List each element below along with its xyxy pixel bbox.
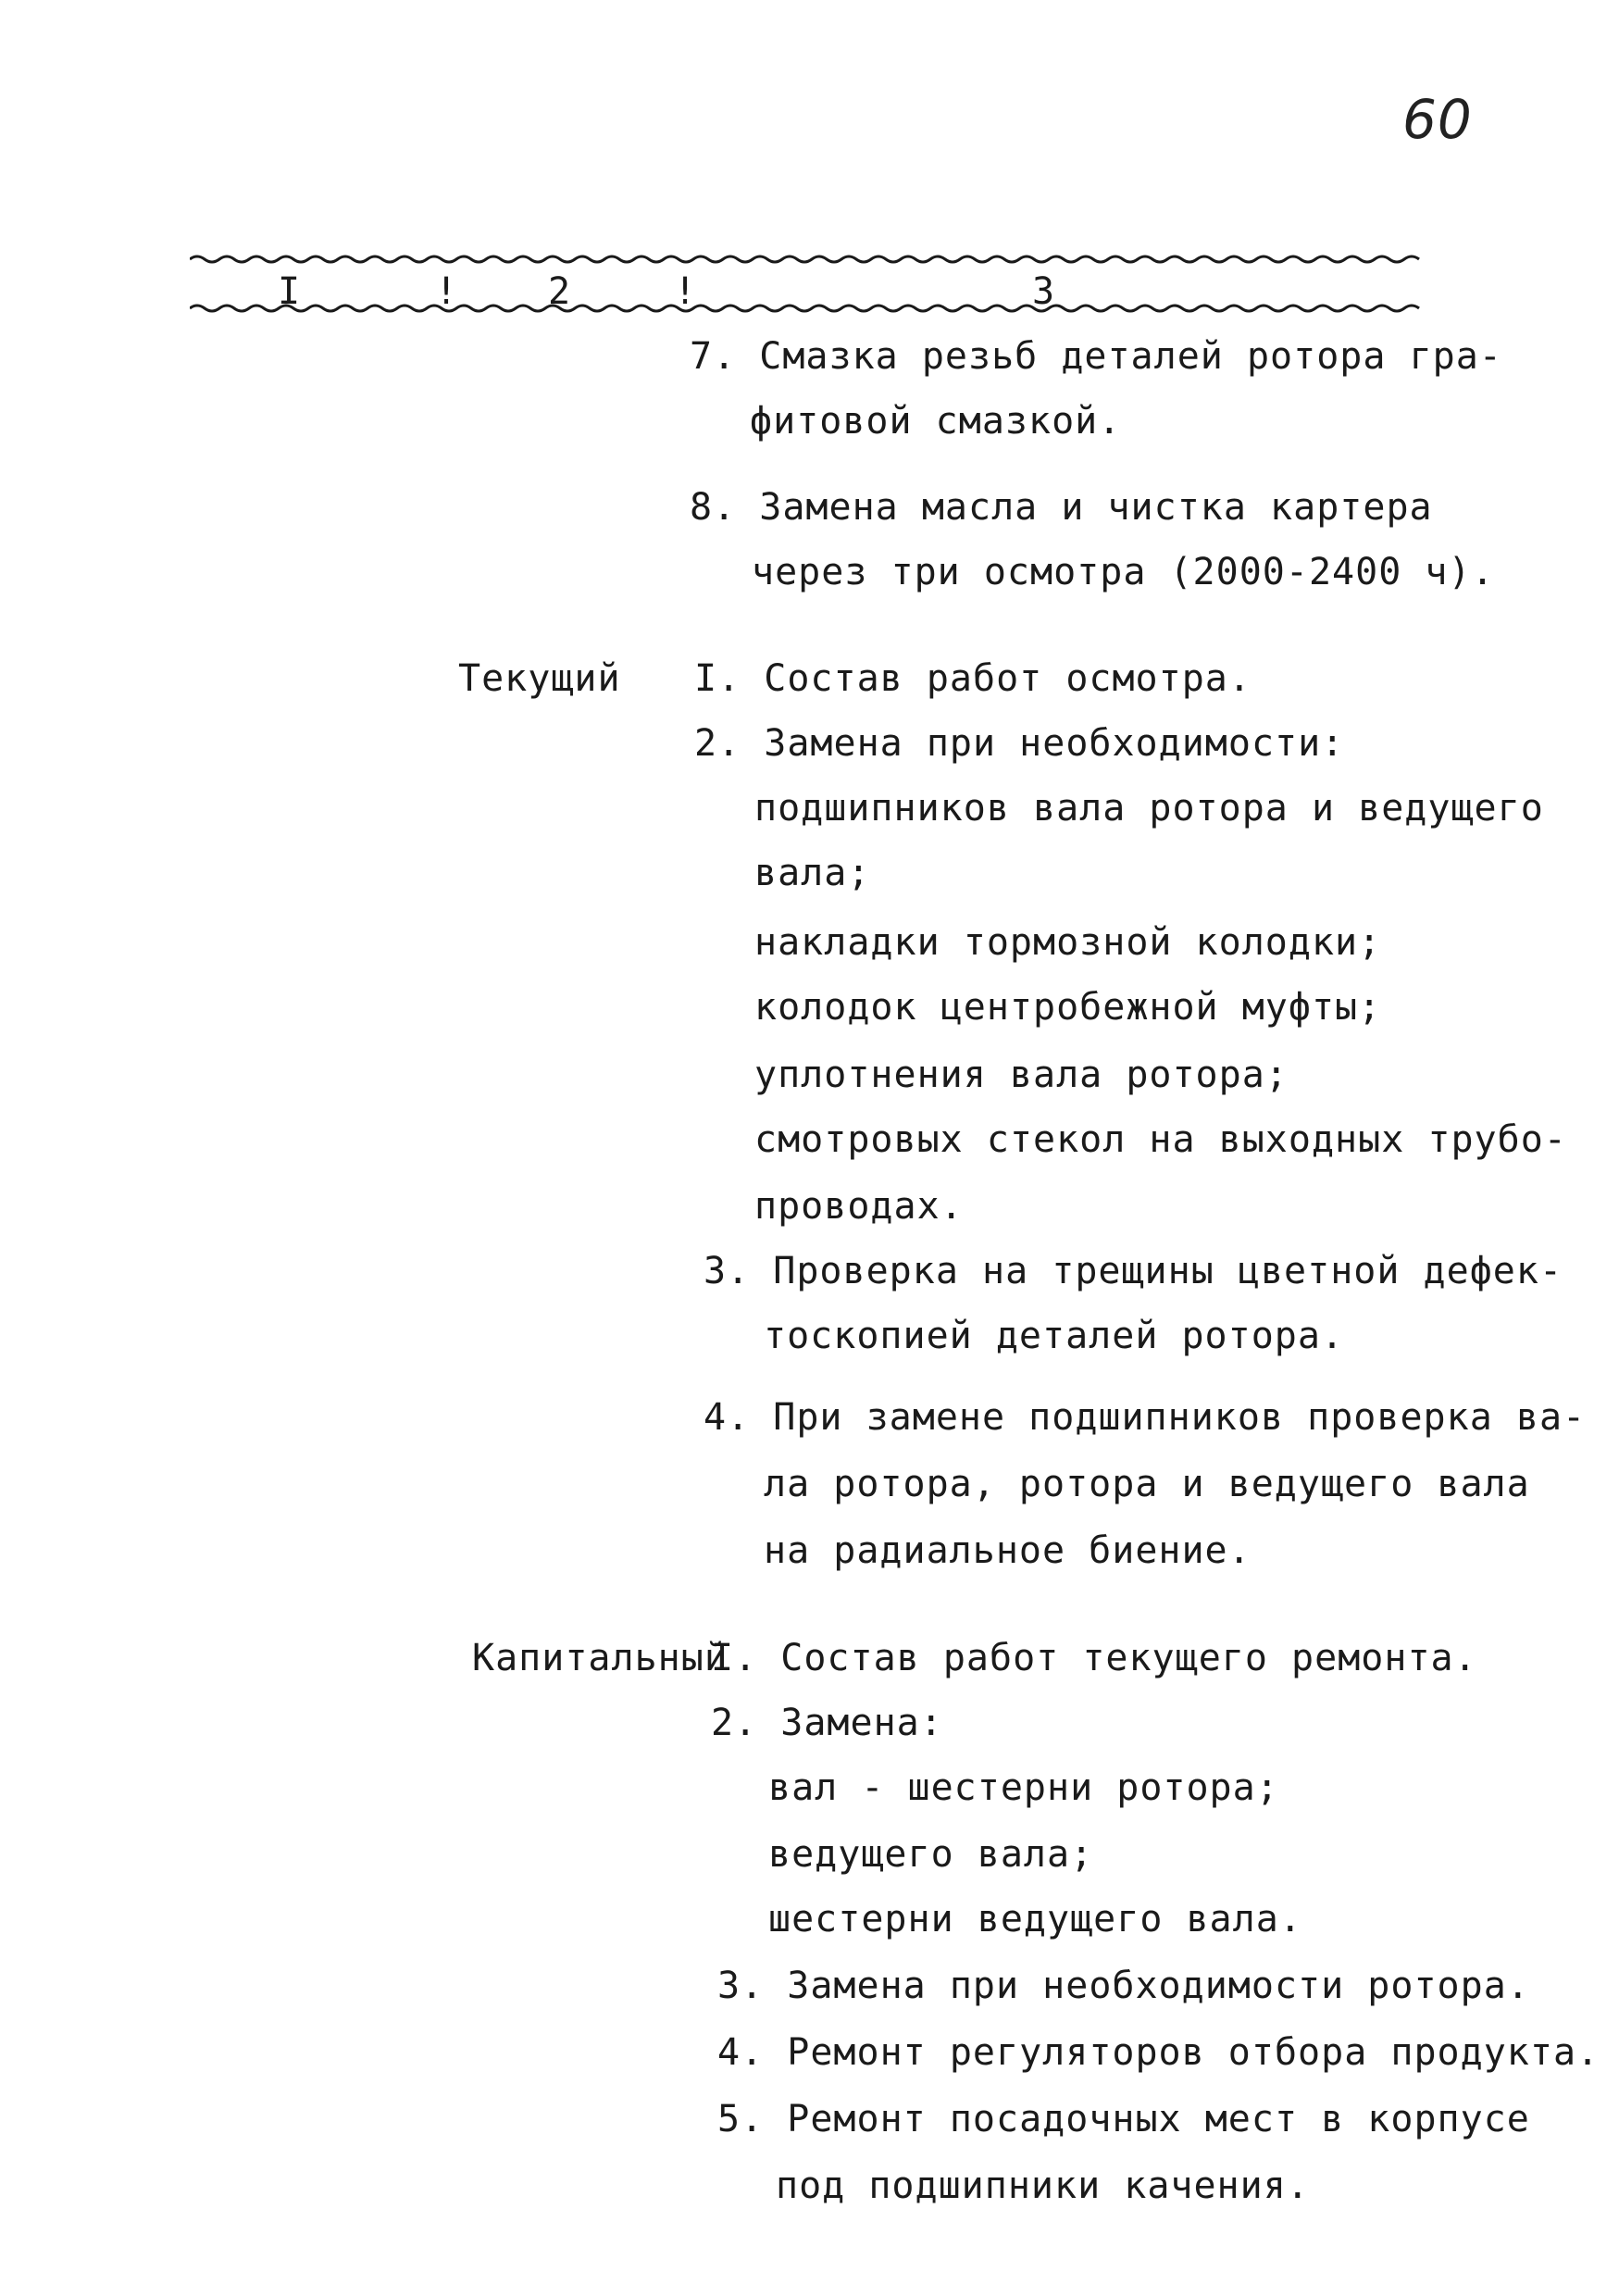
header-bottom-rule (190, 302, 1426, 315)
page-number: 60 (1402, 88, 1473, 151)
work-item: I. Состав работ текущего ремонта. (711, 1637, 1477, 1679)
work-item: на радиальное биение. (764, 1529, 1252, 1572)
work-item: 7. Смазка резьб деталей ротора гра- (690, 335, 1502, 378)
work-item: 5. Ремонт посадочных мест в корпусе (717, 2098, 1530, 2140)
work-item: 2. Замена: (711, 1702, 943, 1744)
work-item: вала; (754, 852, 871, 894)
work-item: I. Состав работ осмотра. (694, 657, 1252, 700)
work-item: уплотнения вала ротора; (754, 1054, 1289, 1096)
work-item: фитовой смазкой. (750, 400, 1122, 443)
work-item: 4. При замене подшипников проверка ва- (704, 1396, 1587, 1439)
work-item: 8. Замена масла и чистка картера (690, 486, 1433, 529)
header-col-3: 3 (1032, 270, 1056, 313)
work-item: 3. Проверка на трещины цветной дефек- (704, 1250, 1563, 1292)
work-item: подшипников вала ротора и ведущего (754, 787, 1544, 830)
header-top-rule (190, 252, 1426, 265)
work-item: тоскопией деталей ротора. (764, 1315, 1345, 1357)
work-item: 4. Ремонт регуляторов отбора продукта. (717, 2031, 1600, 2074)
header-separator-2: ! (674, 270, 698, 313)
header-separator-1: ! (435, 270, 459, 313)
work-item: шестерни ведущего вала. (768, 1898, 1302, 1940)
repair-type-current: Текущий (458, 657, 621, 700)
work-item: накладки тормозной колодки; (754, 921, 1382, 964)
work-item: 2. Замена при необходимости: (694, 722, 1345, 765)
work-item: 3. Замена при необходимости ротора. (717, 1965, 1530, 2007)
work-item: под подшипники качения. (776, 2165, 1310, 2207)
work-item: вал - шестерни ротора; (768, 1766, 1279, 1809)
work-item: проводах. (754, 1185, 964, 1228)
work-item: колодок центробежной муфты; (754, 986, 1382, 1029)
work-item: через три осмотра (2000-2400 ч). (752, 551, 1495, 593)
repair-type-capital: Капитальный (472, 1637, 728, 1679)
work-item: ла ротора, ротора и ведущего вала (764, 1463, 1530, 1505)
work-item: ведущего вала; (768, 1833, 1094, 1876)
work-item: смотровых стекол на выходных трубо- (754, 1118, 1567, 1161)
header-col-2: 2 (548, 270, 572, 313)
header-col-1: I (278, 270, 302, 313)
